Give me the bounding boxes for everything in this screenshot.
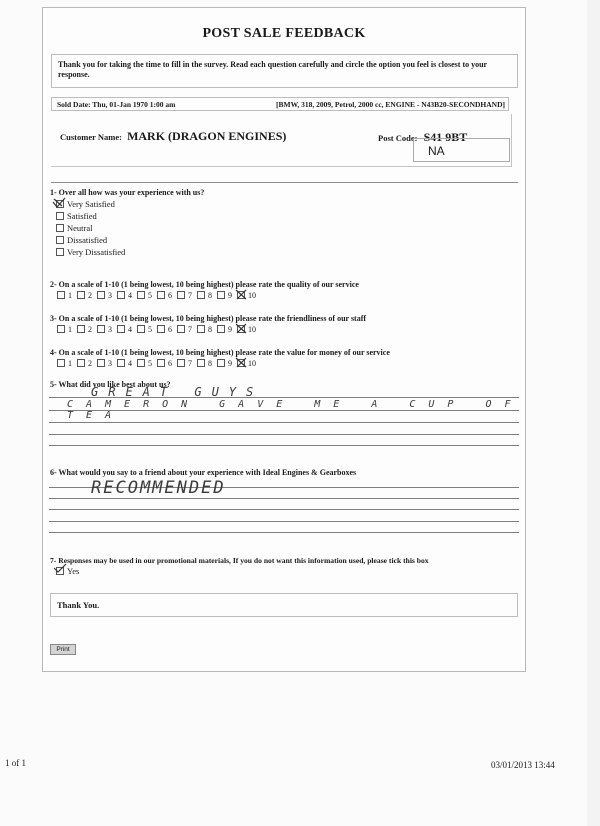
checkbox[interactable]	[217, 291, 225, 299]
checkbox[interactable]	[117, 291, 125, 299]
checkbox[interactable]	[137, 359, 145, 367]
q2-scale	[57, 291, 261, 300]
checkbox[interactable]	[97, 359, 105, 367]
vehicle-details: [BMW, 318, 2009, Petrol, 2000 cc, ENGINE - N43B20-SECONDHAND]	[276, 100, 505, 109]
checkbox[interactable]	[177, 291, 185, 299]
checkbox[interactable]	[197, 291, 205, 299]
scale-label: 4	[128, 325, 132, 334]
answer-line	[49, 521, 519, 522]
tick-mark-icon	[235, 289, 247, 300]
checkbox[interactable]	[157, 325, 165, 333]
thank-you-box: Thank You.	[50, 593, 518, 617]
checkbox[interactable]	[157, 291, 165, 299]
q2-scale-option-3[interactable]	[97, 291, 112, 300]
q4-scale-option-5[interactable]	[137, 359, 152, 368]
scale-label: 7	[188, 325, 192, 334]
q6-answer: RECOMMENDED	[91, 478, 226, 498]
scale-label: 5	[148, 291, 152, 300]
print-button[interactable]: Print	[50, 644, 76, 655]
form-title: POST SALE FEEDBACK	[202, 26, 366, 41]
q4-scale-option-3[interactable]	[97, 359, 112, 368]
scale-label: 10	[248, 359, 256, 368]
checkbox[interactable]	[217, 325, 225, 333]
q2-scale-option-9[interactable]	[217, 291, 232, 300]
question-2: 2- On a scale of 1-10 (1 being lowest, 10 being highest) please rate the quality of our service	[50, 280, 359, 289]
checkbox[interactable]	[56, 224, 64, 232]
q4-scale-option-7[interactable]	[177, 359, 192, 368]
q3-scale-option-1[interactable]	[57, 325, 72, 334]
scale-label: 3	[108, 359, 112, 368]
q2-scale-option-6[interactable]	[157, 291, 172, 300]
scale-label: 1	[68, 359, 72, 368]
page-count: 1 of 1	[5, 758, 26, 768]
checkbox[interactable]	[117, 359, 125, 367]
answer-line	[49, 422, 519, 423]
q7-option-yes[interactable]: Yes	[56, 566, 79, 576]
q2-scale-option-8[interactable]	[197, 291, 212, 300]
answer-line	[49, 532, 519, 533]
scale-label: 10	[248, 325, 256, 334]
scale-label: 9	[228, 325, 232, 334]
checkbox[interactable]	[157, 359, 165, 367]
checkbox[interactable]	[57, 291, 65, 299]
answer-line	[49, 434, 519, 435]
checkbox[interactable]	[57, 325, 65, 333]
question-3: 3- On a scale of 1-10 (1 being lowest, 10 being highest) please rate the friendliness of our staff	[50, 314, 367, 323]
q4-scale-option-9[interactable]	[217, 359, 232, 368]
checkbox[interactable]	[97, 291, 105, 299]
q2-scale-option-2[interactable]	[77, 291, 92, 300]
q3-scale-option-5[interactable]	[137, 325, 152, 334]
checkbox[interactable]	[56, 236, 64, 244]
q2-scale-option-4[interactable]	[117, 291, 132, 300]
checkbox[interactable]	[77, 359, 85, 367]
answer-line	[49, 397, 519, 398]
q2-scale-option-1[interactable]	[57, 291, 72, 300]
scale-label: 2	[88, 359, 92, 368]
checkbox[interactable]	[77, 291, 85, 299]
scale-label: 3	[108, 291, 112, 300]
scale-label: 7	[188, 359, 192, 368]
q4-scale-option-1[interactable]	[57, 359, 72, 368]
q3-scale-option-6[interactable]	[157, 325, 172, 334]
scale-label: 5	[148, 359, 152, 368]
q1-option-satisfied[interactable]: Satisfied	[56, 211, 97, 221]
scale-label: 8	[208, 359, 212, 368]
q5-answer-line2: CAMERON GAVE ME A CUP OF TEA	[67, 399, 524, 421]
q1-option-neutral[interactable]: Neutral	[56, 223, 93, 233]
checkbox[interactable]	[97, 325, 105, 333]
tick-mark-icon	[52, 197, 66, 209]
q3-scale-option-7[interactable]	[177, 325, 192, 334]
scale-label: 6	[168, 325, 172, 334]
feedback-form	[42, 7, 526, 672]
scale-label: 2	[88, 325, 92, 334]
q1-option-very-dissatisfied[interactable]: Very Dissatisfied	[56, 247, 125, 257]
question-4: 4- On a scale of 1-10 (1 being lowest, 10 being highest) please rate the value for money of our service	[50, 348, 390, 357]
scale-label: 8	[208, 291, 212, 300]
scale-label: 4	[128, 359, 132, 368]
tick-mark-icon	[235, 323, 247, 334]
checkbox[interactable]	[137, 325, 145, 333]
scale-label: 3	[108, 325, 112, 334]
answer-line	[49, 509, 519, 510]
checkbox[interactable]	[197, 325, 205, 333]
sale-details-row	[51, 97, 509, 111]
q1-option-very-satisfied[interactable]: Very Satisfied	[56, 199, 115, 209]
answer-line	[49, 410, 519, 411]
checkbox[interactable]	[117, 325, 125, 333]
intro-text: Thank you for taking the time to fill in the survey. Read each question carefully and circle the option you feel is closest to your response.	[51, 54, 518, 88]
scale-label: 9	[228, 291, 232, 300]
section-divider	[51, 182, 518, 183]
checkbox[interactable]	[177, 359, 185, 367]
tick-mark-icon	[235, 357, 247, 368]
q3-scale-option-2[interactable]	[77, 325, 92, 334]
q5-answer-line1: GREAT GUYS	[91, 385, 264, 399]
post-code-label: Post Code:	[378, 133, 418, 143]
print-timestamp: 03/01/2013 13:44	[491, 760, 555, 770]
scale-label: 10	[248, 291, 256, 300]
answer-line	[49, 445, 519, 446]
checkbox[interactable]	[137, 291, 145, 299]
q4-scale	[57, 359, 261, 368]
sold-date: Sold Date: Thu, 01-Jan 1970 1:00 am	[57, 100, 176, 109]
checkbox[interactable]	[197, 359, 205, 367]
scale-label: 1	[68, 325, 72, 334]
answer-line	[49, 498, 519, 499]
q3-scale-option-4[interactable]	[117, 325, 132, 334]
checkbox[interactable]	[57, 359, 65, 367]
q2-scale-option-7[interactable]	[177, 291, 192, 300]
tick-mark-icon	[53, 563, 67, 573]
checkbox[interactable]	[177, 325, 185, 333]
question-1: 1- Over all how was your experience with us?	[50, 188, 205, 197]
scale-label: 7	[188, 291, 192, 300]
customer-name-label: Customer Name:	[60, 132, 122, 142]
scale-label: 2	[88, 291, 92, 300]
checkbox[interactable]	[56, 248, 64, 256]
post-code-value: S41 9BT	[423, 130, 468, 144]
na-box: NA	[413, 138, 510, 162]
scale-label: 1	[68, 291, 72, 300]
customer-name-value: MARK (DRAGON ENGINES)	[127, 129, 287, 143]
scale-label: 6	[168, 291, 172, 300]
scale-label: 9	[228, 359, 232, 368]
question-6: 6- What would you say to a friend about your experience with Ideal Engines & Gearboxes	[50, 468, 357, 477]
scale-label: 5	[148, 325, 152, 334]
q4-scale-option-6[interactable]	[157, 359, 172, 368]
scale-label: 8	[208, 325, 212, 334]
q3-scale-option-8[interactable]	[197, 325, 212, 334]
question-7: 7- Responses may be used in our promotional materials, If you do not want this information used, please tick this box	[50, 556, 429, 565]
q3-scale-option-3[interactable]	[97, 325, 112, 334]
scale-label: 6	[168, 359, 172, 368]
q2-scale-option-5[interactable]	[137, 291, 152, 300]
checkbox[interactable]	[56, 212, 64, 220]
q3-scale-option-9[interactable]	[217, 325, 232, 334]
q4-scale-option-2[interactable]	[77, 359, 92, 368]
checkbox[interactable]	[217, 359, 225, 367]
customer-name	[60, 129, 286, 144]
q4-scale-option-4[interactable]	[117, 359, 132, 368]
q3-scale	[57, 325, 261, 334]
q4-scale-option-8[interactable]	[197, 359, 212, 368]
scale-label: 4	[128, 291, 132, 300]
checkbox[interactable]	[77, 325, 85, 333]
q1-option-dissatisfied[interactable]: Dissatisfied	[56, 235, 107, 245]
question-5: 5- What did you like best about us?	[50, 380, 171, 389]
